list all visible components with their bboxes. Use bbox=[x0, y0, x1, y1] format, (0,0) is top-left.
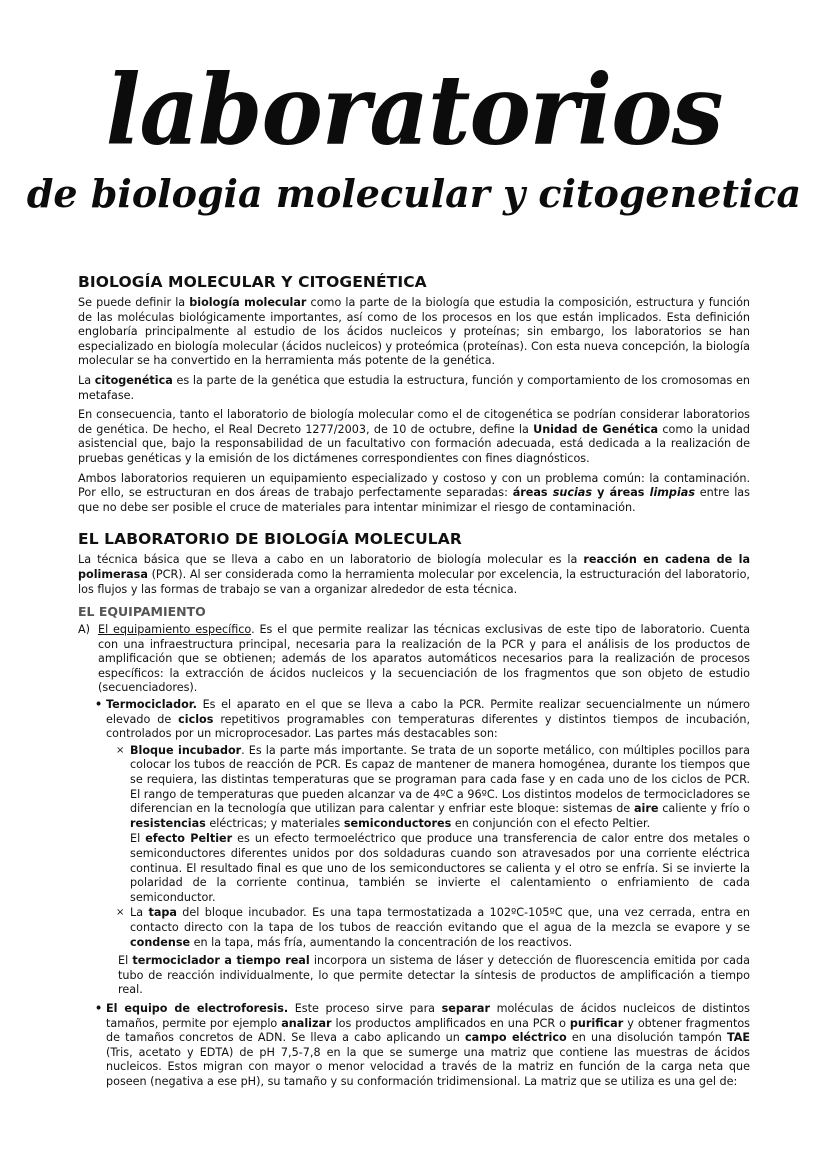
paragraph-unidad-genetica bbox=[78, 408, 750, 466]
text: del bloque incubador. Es una tapa termostatizada a 102ºC-105ºC que, una vez cerrada, entra en contacto directo con la tapa de los tubos de reacción evitando que el agua de la mezcla se evapore y se bbox=[130, 906, 750, 934]
text: (PCR). Al ser considerada como la herramienta molecular por excelencia, la estructuración del laboratorio, los flujos y las formas de trabajo se van a organizar alrededor de esta técnica. bbox=[78, 567, 750, 596]
term-condense: condense bbox=[130, 935, 191, 949]
section-heading-biologia-citogenetica: BIOLOGÍA MOLECULAR Y CITOGENÉTICA bbox=[78, 273, 427, 291]
page-subtitle: de biologia molecular y citogenetica bbox=[26, 171, 802, 216]
term-sucias: sucias bbox=[552, 486, 593, 500]
term-purificar: purificar bbox=[569, 1016, 624, 1030]
term-analizar: analizar bbox=[281, 1016, 332, 1030]
term-termociclador-tiempo-real: termociclador a tiempo real bbox=[132, 954, 310, 968]
text: Es el aparato en el que se lleva a cabo la PCR. Permite realizar secuencialmente un número elevado de bbox=[106, 698, 750, 726]
list-marker: A) bbox=[78, 623, 91, 637]
term-unidad-genetica: Unidad de Genética bbox=[533, 422, 659, 436]
text: La bbox=[78, 373, 95, 387]
cross-icon: × bbox=[116, 907, 125, 919]
text: en conjunción con el efecto Peltier. bbox=[451, 816, 651, 830]
text: Ambos laboratorios requieren un equipamiento especializado y costoso y con un problema común: la contaminación. Por ello, se estructuran en dos áreas de trabajo perfectamente separadas: bbox=[78, 471, 750, 500]
text: . Es el que permite realizar las técnicas exclusivas de este tipo de laboratorio. Cuenta con una infraestructura principal, necesaria para la realización de la PCR y para el análisis de los productos de amplificación que se obtienen; además de los aparatos automáticos necesarios para la realización de procesos específicos: la extracción de ácidos nucleicos y la secuenciación de los fragmentos que son objeto de estudio (secuenciadores). bbox=[98, 623, 750, 695]
term-tapa: tapa bbox=[148, 906, 177, 920]
text: como la parte de la biología que estudia la composición, estructura y función de las moléculas biológicamente importantes, así como de los procesos en los que están implicados. Esta definición englobaría principalmente al estudio de los ácidos nucleicos y proteínas; sin embargo, los laboratorios se han especializado en biología molecular (ácidos nucleicos) y proteómica (proteínas). Con esta nueva concepción, la biología molecular se ha convertido en la herramienta más potente de la genética. bbox=[78, 296, 751, 368]
cross-icon: × bbox=[116, 744, 125, 756]
text: La técnica básica que se lleva a cabo en un laboratorio de biología molecular es la bbox=[78, 553, 584, 567]
term-efecto-peltier: efecto Peltier bbox=[145, 832, 233, 846]
text: moléculas de ácidos nucleicos de distintos tamaños, permite por ejemplo bbox=[106, 1001, 750, 1030]
page-title: laboratorios bbox=[105, 53, 723, 167]
term-aire: aire bbox=[633, 802, 659, 816]
paragraph-citogenetica bbox=[78, 374, 750, 403]
paragraph-tiempo-real bbox=[78, 954, 750, 998]
bullet-termociclador bbox=[78, 698, 750, 742]
term-ciclos: ciclos bbox=[178, 712, 214, 726]
bullet-icon: • bbox=[95, 1001, 103, 1015]
document-body bbox=[78, 268, 750, 1092]
text: y obtener fragmentos de tamaños concretos de ADN. Se lleva a cabo aplicando un bbox=[106, 1016, 751, 1045]
term-areas: y áreas bbox=[592, 486, 650, 500]
subitem-tapa bbox=[78, 906, 750, 950]
text: en una disolución tampón bbox=[566, 1031, 727, 1045]
text: los productos amplificados en una PCR o bbox=[331, 1016, 570, 1030]
text: caliente y frío o bbox=[658, 802, 750, 816]
text: Este proceso sirve para bbox=[288, 1001, 442, 1015]
text: . Es la parte más importante. Se trata de un soporte metálico, con múltiples pocillos para colocar los tubos de reacción de PCR. Es capaz de mantener de manera homogénea, durante los tiempos que se requiera, las distintas temperaturas que se programan para cada fase y en cada uno de los ciclos de PCR. El rango de temperaturas que pueden alcanzar va de 4ºC a 96ºC. Los distintos modelos de termocicladores se diferencian en la tecnología que utilizan para calentar y enfriar este bloque: sistemas de bbox=[130, 743, 751, 816]
term-pcr: reacción en cadena de la polimerasa bbox=[78, 553, 750, 581]
text: entre las que no debe ser posible el cruce de materiales para intentar minimizar el riesgo de contaminación. bbox=[78, 486, 750, 514]
term-electroforesis: El equipo de electroforesis. bbox=[106, 1001, 289, 1015]
text: en la tapa, más fría, aumentando la concentración de los reactivos. bbox=[190, 935, 573, 949]
text: La bbox=[130, 906, 149, 920]
text: repetitivos programables con temperaturas diferentes y distintos tiempos de incubación, controlados por un microprocesador. Las partes más destacables son: bbox=[106, 712, 750, 741]
text: El bbox=[130, 832, 146, 846]
list-item-a bbox=[78, 623, 750, 696]
term-tae: TAE bbox=[726, 1031, 751, 1045]
bullet-icon: • bbox=[95, 698, 103, 712]
subitem-bloque-incubador bbox=[78, 744, 750, 832]
subheading-equipamiento: EL EQUIPAMIENTO bbox=[78, 604, 206, 620]
text: es un efecto termoeléctrico que produce una transferencia de calor entre dos metales o semiconductores diferentes unidos por dos soldaduras cuando son atravesados por una corriente eléctrica continua. El resultado final es que uno de los semiconductores se calienta y el otro se enfría. Si se invierte la polaridad de la corriente continua, también se invierte el calentamiento o enfriamiento de cada semiconductor. bbox=[130, 832, 751, 904]
subitem-efecto-peltier bbox=[78, 832, 750, 905]
term-semiconductores: semiconductores bbox=[343, 816, 452, 830]
term-bloque-incubador: Bloque incubador bbox=[130, 743, 242, 757]
term-citogenetica: citogenética bbox=[94, 373, 173, 387]
text: (Tris, acetato y EDTA) de pH 7,5-7,8 en la que se sumerge una matriz que contiene las muestras de ácidos nucleicos. Estos migran con mayor o menor velocidad a través de la matriz en función de la carga neta que poseen (negativa a ese pH), su tamaño y su conformación tridimensional. La matriz que se utiliza es una gel de: bbox=[106, 1045, 750, 1088]
term-termociclador: Termociclador. bbox=[106, 698, 197, 712]
text: incorpora un sistema de láser y detección de fluorescencia emitida por cada tubo de reacción individualmente, lo que permite detectar la síntesis de productos de amplificación a tiempo real. bbox=[118, 954, 750, 997]
term-resistencias: resistencias bbox=[130, 816, 206, 830]
term-campo-electrico: campo eléctrico bbox=[464, 1031, 567, 1045]
decorative-title bbox=[0, 53, 828, 216]
term-separar: separar bbox=[441, 1001, 490, 1015]
paragraph-contaminacion bbox=[78, 472, 750, 516]
term-limpias: limpias bbox=[649, 486, 695, 500]
section-heading-laboratorio: EL LABORATORIO DE BIOLOGÍA MOLECULAR bbox=[78, 530, 462, 549]
term-biologia-molecular: biología molecular bbox=[189, 296, 307, 309]
text: como la unidad asistencial que, bajo la responsabilidad de un facultativo con formación adecuada, está dedicada a la realización de pruebas genéticas y la emisión de los dictámenes correspondientes con fines diagnósticos. bbox=[78, 422, 750, 465]
text: es la parte de la genética que estudia la estructura, función y comportamiento de los cromosomas en metafase. bbox=[78, 373, 750, 402]
paragraph-biologia-molecular bbox=[78, 296, 750, 369]
text: El bbox=[118, 954, 133, 968]
text: eléctricas; y materiales bbox=[205, 816, 344, 830]
paragraph-pcr bbox=[78, 553, 750, 597]
bullet-electroforesis bbox=[78, 1002, 750, 1090]
term-areas: áreas bbox=[512, 486, 553, 500]
text: Se puede definir la bbox=[78, 296, 190, 309]
term-equipamiento-especifico: El equipamiento específico bbox=[98, 623, 252, 637]
text: En consecuencia, tanto el laboratorio de biología molecular como el de citogenética se podrían considerar laboratorios de genética. De hecho, el Real Decreto 1277/2003, de 10 de octubre, define la bbox=[78, 408, 750, 436]
